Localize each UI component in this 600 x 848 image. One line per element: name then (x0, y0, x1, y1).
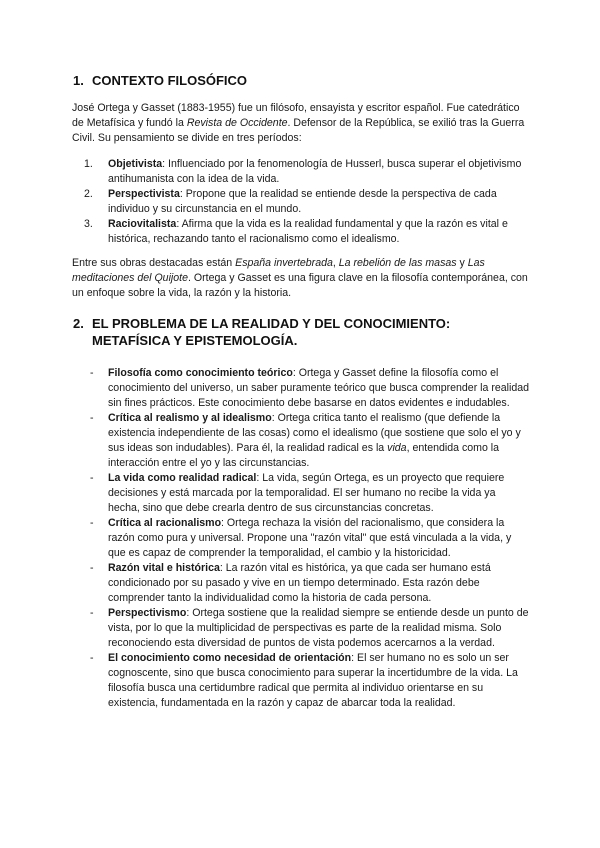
works-separator: , (332, 257, 339, 269)
dash-bullet: - (90, 412, 94, 424)
concept-item (90, 516, 530, 561)
works-paragraph (72, 256, 532, 301)
intro-journal-title: Revista de Occidente (186, 117, 288, 129)
period-item (84, 217, 534, 247)
concept-term: Crítica al realismo y al idealismo (108, 412, 272, 424)
period-text: : Influenciado por la fenomenología de Husserl, busca superar el objetivismo antihumanista con la idea de la vida. (108, 158, 522, 185)
dash-bullet: - (90, 652, 94, 664)
period-number: 1. (84, 158, 93, 170)
concept-text: : La razón vital es histórica, ya que cada ser humano está condicionado por su pasado y vive en un tiempo determinado. Esta razón debe comprender tanto la individualidad como la historia de cada persona. (108, 562, 491, 604)
concept-item (90, 561, 530, 606)
concept-text: : El ser humano no es solo un ser cognoscente, sino que busca conocimiento para superar la incertidumbre de la vida. La filosofía busca una certidumbre radical que permita al individuo orientarse en su existencia, fundamentada en la razón y capaz de abarcar toda la realidad. (108, 652, 518, 709)
period-number: 2. (84, 188, 93, 200)
concepts-list (90, 366, 530, 711)
dash-bullet: - (90, 562, 94, 574)
period-number: 3. (84, 218, 93, 230)
intro-paragraph (72, 101, 532, 146)
concept-text: : La vida, según Ortega, es un proyecto que requiere decisiones y está marcada por la temporalidad. El ser humano no recibe la vida ya hecha, sino que debe crearla dentro de sus circunstancias concretas. (108, 472, 505, 514)
section-2-title-line-2: METAFÍSICA Y EPISTEMOLOGÍA. (92, 333, 298, 348)
work-title: España invertebrada (235, 257, 333, 269)
works-text-1: Entre sus obras destacadas están (72, 257, 236, 269)
dash-bullet: - (90, 367, 94, 379)
concept-text: , entendida como la interacción entre el yo y las circunstancias. (108, 442, 500, 469)
intro-text-2: . Defensor de la República, se exilió tras la Guerra Civil. Su pensamiento se divide en tres períodos: (72, 117, 525, 144)
concept-term: La vida como realidad radical (108, 472, 257, 484)
period-term: Perspectivista (108, 188, 180, 200)
concept-term: Razón vital e histórica (108, 562, 220, 574)
concept-item (90, 366, 530, 411)
concept-text: : Ortega critica tanto el realismo (que defiende la existencia independiente de las cosas) como el idealismo (que sostiene que solo el yo y sus ideas son indudables). Para él, la realidad radical es la (108, 412, 521, 454)
concept-item (90, 606, 530, 651)
concept-term: El conocimiento como necesidad de orientación (108, 652, 352, 664)
concept-term: Filosofía como conocimiento teórico (108, 367, 293, 379)
section-1-title: CONTEXTO FILOSÓFICO (92, 73, 248, 88)
concept-item (90, 651, 530, 711)
section-2-heading (73, 315, 451, 349)
work-title: La rebelión de las masas (338, 257, 457, 269)
concept-term: Perspectivismo (108, 607, 187, 619)
concept-text: : Ortega rechaza la visión del racionalismo, que considera la razón como pura y universal. Propone una "razón vital" que está vinculada a la vida, y que es capaz de comprender la temporalidad, el cambio y la historicidad. (108, 517, 512, 559)
works-separator: y (456, 257, 468, 269)
concept-term: Crítica al racionalismo (108, 517, 222, 529)
concept-emphasis: vida (387, 442, 407, 454)
concept-text: : Ortega sostiene que la realidad siempre se entiende desde un punto de vista, por lo que la multiplicidad de perspectivas es parte de la realidad misma. Solo reconociendo esta diversidad de puntos de vista podemos acercarnos a la verdad. (108, 607, 529, 649)
period-text: : Afirma que la vida es la realidad fundamental y que la razón es vital e histórica, rechazando tanto el racionalismo como el idealismo. (108, 218, 508, 245)
section-2-title-line-1: EL PROBLEMA DE LA REALIDAD Y DEL CONOCIMIENTO: (92, 316, 451, 331)
period-item (84, 187, 534, 217)
dash-bullet: - (90, 607, 94, 619)
concept-item (90, 471, 530, 516)
concept-item (90, 411, 530, 471)
period-term: Raciovitalista (108, 218, 177, 230)
section-2-number: 2. (73, 316, 84, 331)
period-item (84, 157, 534, 187)
section-1-heading (73, 72, 248, 89)
periods-list (84, 157, 534, 247)
dash-bullet: - (90, 472, 94, 484)
concept-text: : Ortega y Gasset define la filosofía como el conocimiento del universo, un saber puramente teórico que busca comprender la realidad sin fines prácticos. Este conocimiento debe basarse en datos evidentes e indudables. (108, 367, 530, 409)
section-1-number: 1. (73, 73, 84, 88)
intro-text-1: José Ortega y Gasset (1883-1955) fue un filósofo, ensayista y escritor español. Fue catedrático de Metafísica y fundó la (72, 102, 520, 129)
period-text: : Propone que la realidad se entiende desde la perspectiva de cada individuo y su circunstancia en el mundo. (108, 188, 497, 215)
works-text-2: . Ortega y Gasset es una figura clave en la filosofía contemporánea, con un enfoque sobre la vida, la razón y la historia. (72, 272, 528, 299)
dash-bullet: - (90, 517, 94, 529)
period-term: Objetivista (108, 158, 163, 170)
work-title: Las meditaciones del Quijote (72, 257, 485, 284)
